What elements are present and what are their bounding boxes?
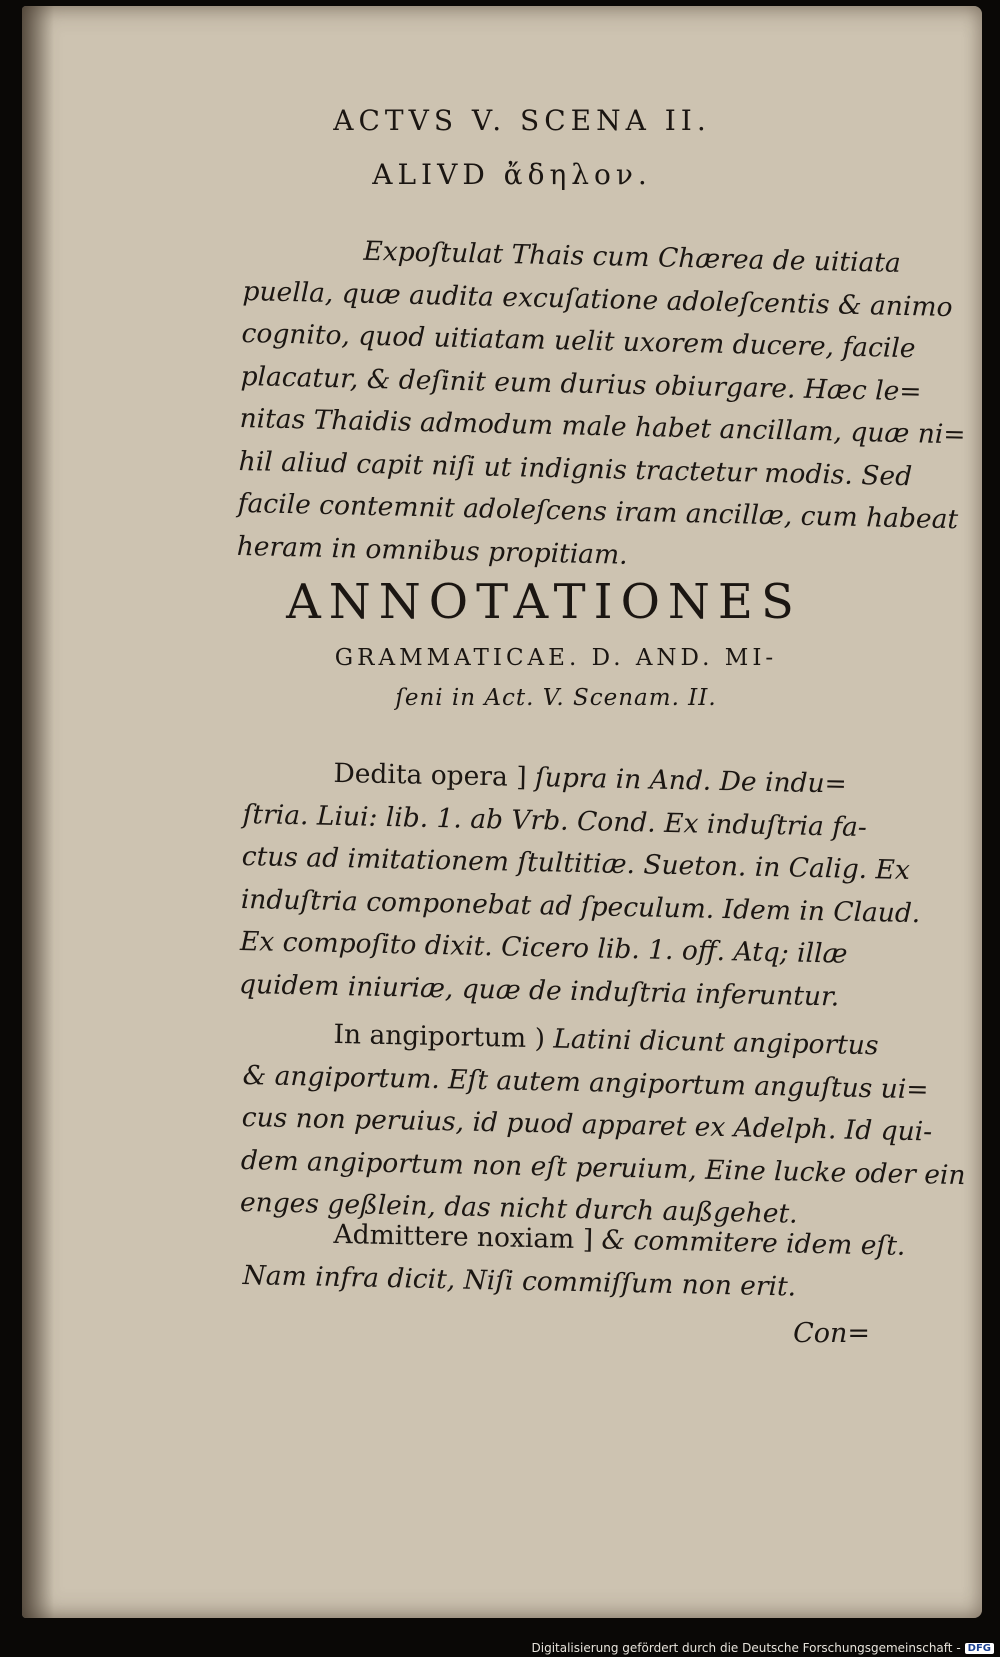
annotation-text: ſupra in And. De indu= <box>526 761 848 800</box>
annotation-line: Ex compoſito dixit. Cicero lib. 1. off. Atq; illæ <box>239 925 848 970</box>
section-subtitle-line1: GRAMMATICAE. D. AND. MI- <box>334 645 778 671</box>
annotation-text: Latini dicunt angiportus <box>544 1023 879 1062</box>
argument-line: hil aliud capit niſi ut indignis tractetur modis. Sed <box>238 445 913 492</box>
spine-shadow <box>22 6 54 1618</box>
argument-line: nitas Thaidis admodum male habet ancillam, quæ ni= <box>239 402 966 451</box>
annotation-text: & commitere idem eſt. <box>592 1224 906 1262</box>
subhead: ALIVD ἄδηλον. <box>372 158 652 191</box>
dfg-logo-icon: DFG <box>965 1643 994 1654</box>
running-head: ACTVS V. SCENA II. <box>333 104 711 137</box>
annotation-lemma: In angiportum ) <box>333 1018 546 1055</box>
annotation-in-angiportum <box>239 1012 966 1238</box>
annotation-line: ctus ad imitationem ſtultitiæ. Sueton. in Calig. Ex <box>241 840 911 886</box>
annotation-lemma: Admittere noxiam ] <box>333 1218 594 1256</box>
annotation-admittere-noxiam <box>242 1212 906 1311</box>
section-subtitle <box>76 638 982 718</box>
annotation-lemma: Dedita opera ] <box>333 757 527 793</box>
argument-line: placatur, & deſinit eum durius obiurgare. Hæc le= <box>240 360 922 407</box>
digitization-credit <box>532 1641 995 1655</box>
section-subtitle-line2: ſeni in Act. V. Scenam. II. <box>395 685 717 711</box>
argument-line: Expoſtulat Thais cum Chærea de uitiata <box>363 235 902 279</box>
argument-line: facile contemnit adoleſcens iram ancillæ, cum habeat <box>237 487 959 536</box>
catchword: Con= <box>793 1318 870 1349</box>
annotation-line: cus non peruius, id puod apparet ex Adelph. Id qui- <box>241 1101 933 1148</box>
annotation-line: ſtria. Liui: lib. 1. ab Vrb. Cond. Ex induſtria fa- <box>242 798 868 843</box>
annotation-line: & angiportum. Eſt autem angiportum anguſtus ui= <box>242 1059 929 1105</box>
annotation-line: quidem iniuriæ, quæ de induſtria inferuntur. <box>238 968 840 1013</box>
annotation-dedita-opera <box>238 751 921 1020</box>
annotation-line: Nam infra dicit, Niſi commiſſum non erit. <box>242 1259 797 1303</box>
section-title: ANNOTATIONES <box>286 574 802 630</box>
credit-text: Digitalisierung gefördert durch die Deutsche Forschungsgemeinschaft - <box>531 1641 961 1655</box>
argument-line: heram in omnibus propitiam. <box>236 530 628 571</box>
argument-line: cognito, quod uitiatam uelit uxorem ducere, facile <box>241 317 916 365</box>
annotation-line: induſtria componebat ad ſpeculum. Idem in Claud. <box>240 883 921 929</box>
book-page <box>22 6 982 1618</box>
annotation-line: dem angiportum non eſt peruium, Eine lucke oder ein <box>240 1144 966 1191</box>
argument-paragraph <box>236 228 966 583</box>
annotation-line: enges geßlein, das nicht durch außgehet. <box>239 1186 798 1230</box>
argument-line: puella, quæ audita excuſatione adoleſcentis & animo <box>242 275 953 323</box>
